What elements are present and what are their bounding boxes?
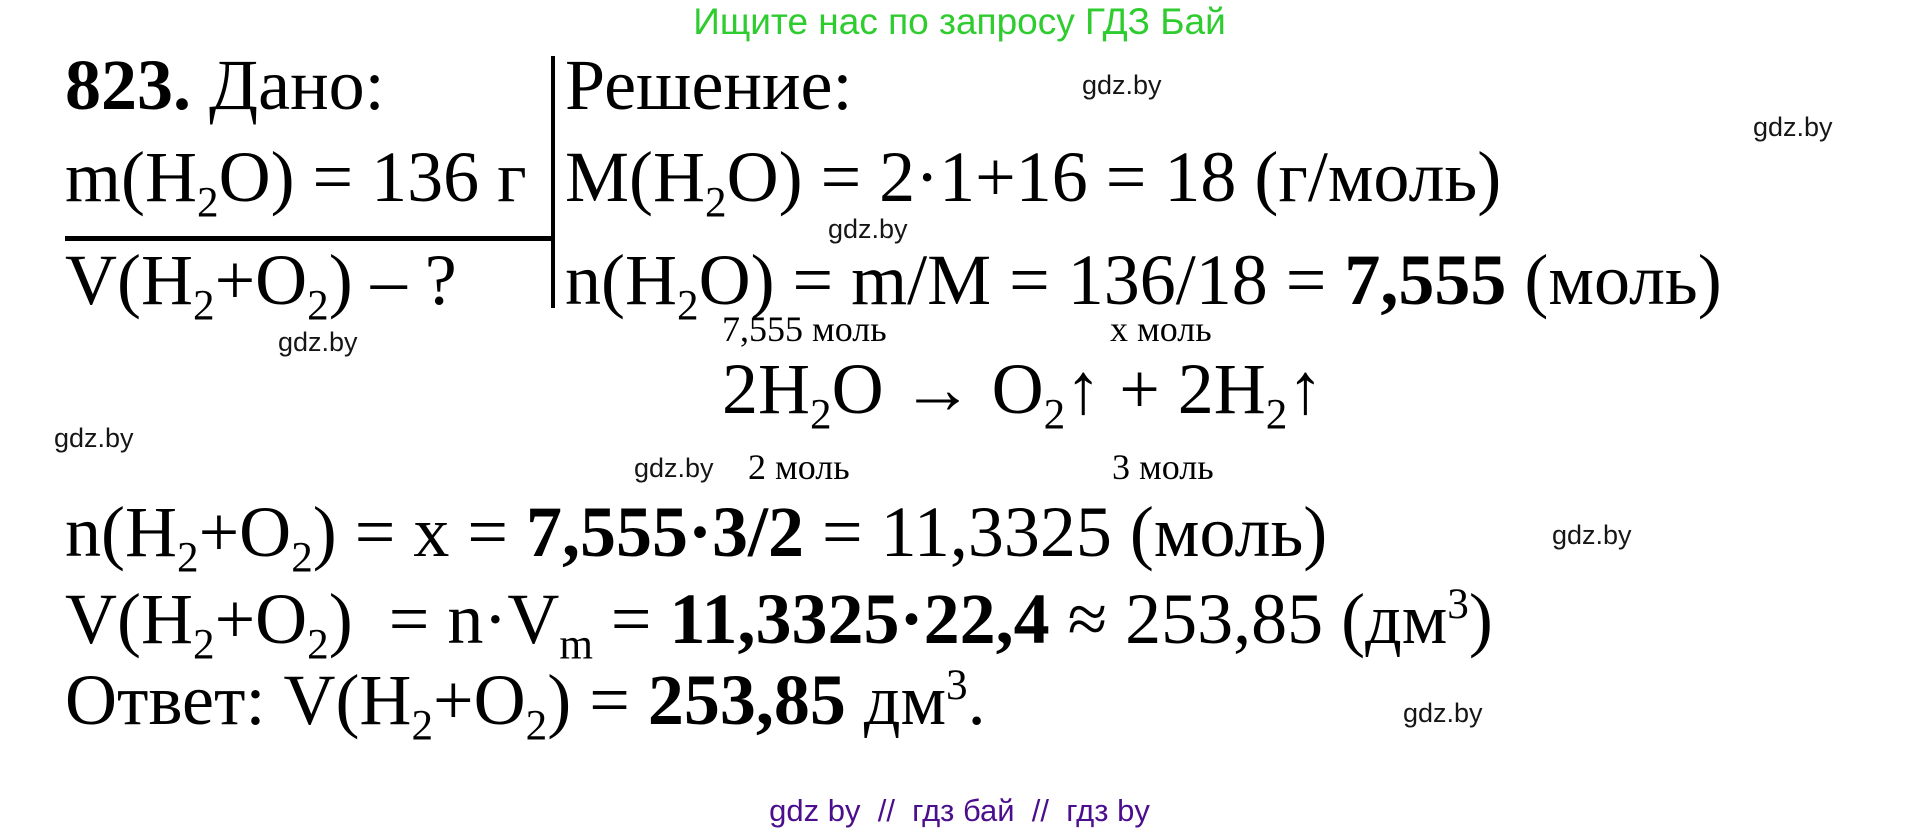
gdzby-watermark: gdz.by [1552,520,1632,550]
gdzby-watermark: gdz.by [1403,698,1483,728]
gdzby-watermark: gdz.by [1753,112,1833,142]
gdzby-watermark: gdz.by [828,214,908,244]
gdzby-watermark: gdz.by [278,327,358,357]
promo-banner: Ищите нас по запросу ГДЗ Бай [693,1,1226,42]
site-footer-links: gdz by // гдз бай // гдз by [769,793,1150,828]
column-divider [551,56,555,308]
reaction-moles-below-left: 2 моль [748,447,850,487]
gdzby-watermark: gdz.by [1082,70,1162,100]
gdzby-watermark: gdz.by [54,423,134,453]
volume-line: $V(H_2+O_2) = n\cdot V_m = 11,3325\cdot 22,4 \approx 253,85$ $(дм^3)$ [65,579,1493,669]
reaction-moles-below-right: 3 моль [1112,447,1214,487]
reaction-moles-above-left: 7,555 моль [722,309,887,349]
molar-mass-line: $M(H_2O) = 2\cdot 1+16 = 18$ (г/моль) [565,137,1502,227]
solution-label: Решение: [565,45,853,125]
reaction-equation: $2H_2O$ → $O_2↑$ + $2H_2↑$ [722,349,1324,439]
gdzby-watermark: gdz.by [634,453,714,483]
answer-line: Ответ: $V(H_2+O_2) = 253,85$ $дм^3$. [65,660,986,750]
total-moles-line: $n(H_2+O_2) = х = 7,555\cdot 3/2 = 11,3325$ (моль) [65,492,1328,582]
problem-number-given-label: 823. Дано: [65,45,385,125]
moles-line: $n(H_2O) = m/M = 136/18 = 7,555$ (моль) [565,240,1722,330]
given-mass-line: $m(H_2O) = 136$ г [65,137,527,227]
find-line: $V(H_2+O_2)$ – ? [65,240,457,330]
reaction-moles-above-right: х моль [1110,309,1212,349]
